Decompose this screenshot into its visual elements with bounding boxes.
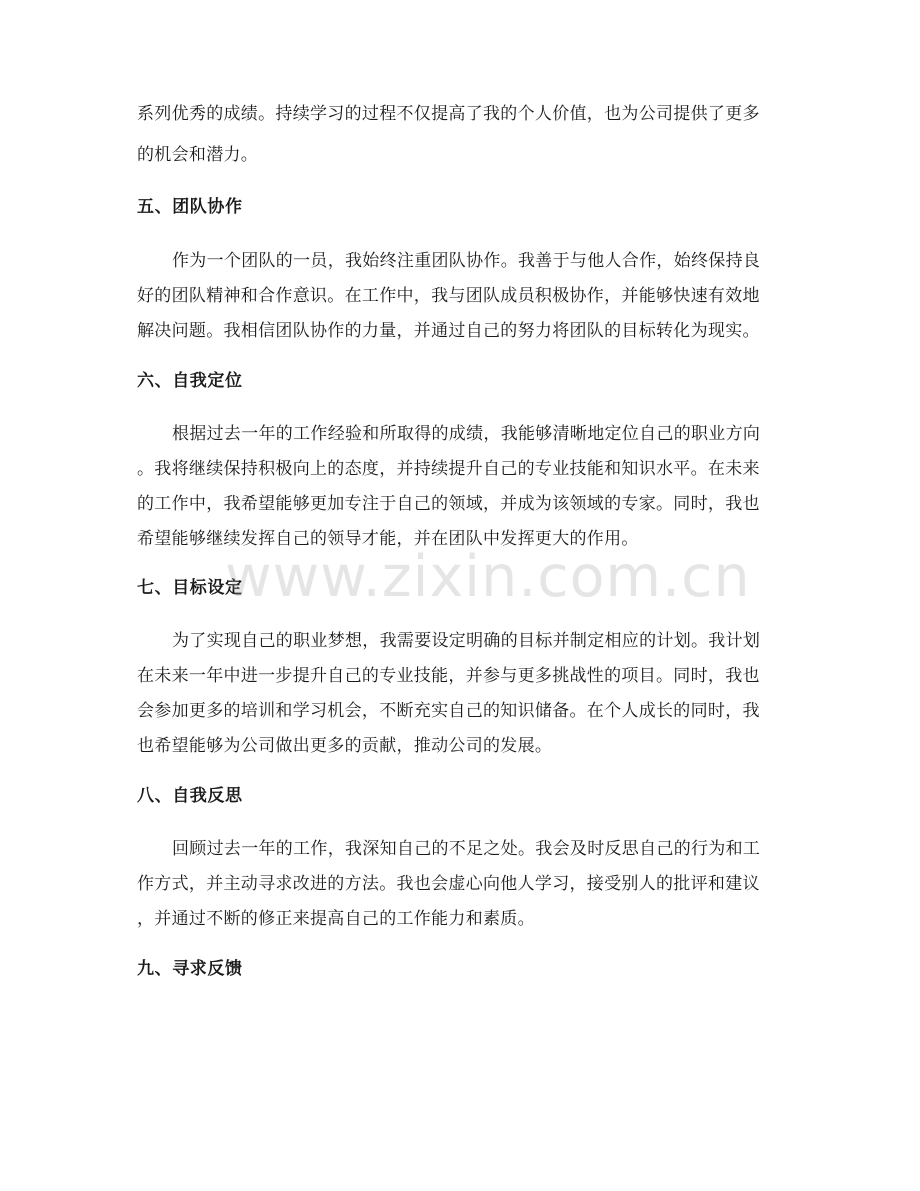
paragraph-line: 希望能够继续发挥自己的领导才能，并在团队中发挥更大的作用。 [137, 529, 639, 549]
paragraph-line: 为了实现自己的职业梦想，我需要设定明确的目标并制定相应的计划。我计划 [172, 631, 761, 651]
paragraph-line: 作方式，并主动寻求改进的方法。我也会虚心向他人学习，接受别人的批评和建议 [137, 874, 760, 894]
paragraph-line: 作为一个团队的一员，我始终注重团队协作。我善于与他人合作，始终保持良 [172, 251, 761, 271]
section-heading: 六、自我定位 [137, 371, 243, 391]
paragraph-line: 好的团队精神和合作意识。在工作中，我与团队成员积极协作，并能够快速有效地 [137, 286, 760, 306]
paragraph-line: 会参加更多的培训和学习机会，不断充实自己的知识储备。在个人成长的同时，我 [137, 701, 760, 721]
paragraph-line: 回顾过去一年的工作，我深知自己的不足之处。我会及时反思自己的行为和工 [172, 839, 761, 859]
paragraph-line: 系列优秀的成绩。持续学习的过程不仅提高了我的个人价值，也为公司提供了更多 [137, 104, 760, 124]
section-heading: 九、寻求反馈 [137, 959, 243, 979]
paragraph-line: 的机会和潜力。 [137, 145, 259, 165]
paragraph-line: 根据过去一年的工作经验和所取得的成绩，我能够清晰地定位自己的职业方向 [172, 424, 761, 444]
paragraph-line: 也希望能够为公司做出更多的贡献，推动公司的发展。 [137, 736, 553, 756]
paragraph-line: ，并通过不断的修正来提高自己的工作能力和素质。 [137, 909, 535, 929]
paragraph-line: 的工作中，我希望能够更加专注于自己的领域，并成为该领域的专家。同时，我也 [137, 494, 760, 514]
paragraph-line: 在未来一年中进一步提升自己的专业技能，并参与更多挑战性的项目。同时，我也 [137, 666, 760, 686]
section-heading: 五、团队协作 [137, 197, 243, 217]
watermark: www.zixin.com.cn [225, 544, 751, 610]
section-heading: 八、自我反思 [137, 786, 243, 806]
paragraph-line: 。我将继续保持积极向上的态度，并持续提升自己的专业技能和知识水平。在未来 [137, 459, 760, 479]
paragraph-line: 解决问题。我相信团队协作的力量，并通过自己的努力将团队的目标转化为现实。 [137, 321, 760, 341]
section-heading: 七、目标设定 [137, 578, 243, 598]
